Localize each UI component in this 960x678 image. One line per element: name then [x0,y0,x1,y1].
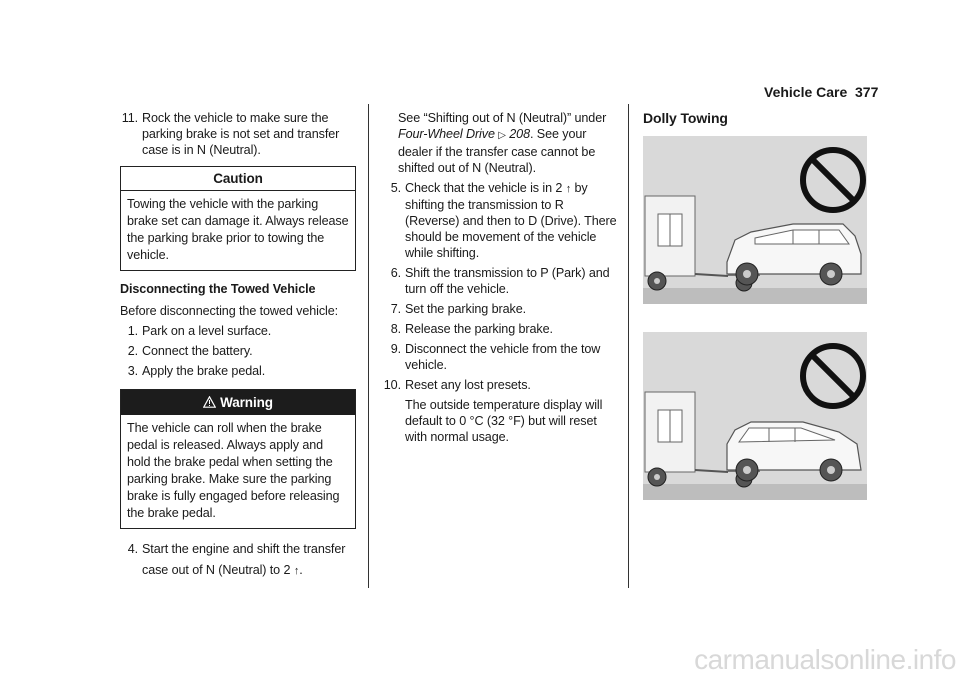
step-number: 1. [127,324,138,338]
step-number: 11. [121,111,138,125]
caution-box [120,166,356,271]
dolly-towing-title: Dolly Towing [643,110,728,126]
step-text: Shift the transmission to P (Park) and turn off the vehicle. [405,266,610,296]
step-text: Rock the vehicle to make sure the parking brake is not set and transfer case is in N (Neutral). [142,111,340,157]
step-5 [383,180,621,261]
column-divider [628,104,629,588]
see-reference [383,110,621,176]
step-number: 5. [390,181,401,195]
step-text-continued: by shifting the transmission to R (Reverse) and then to D (Drive). There should be movement of the vehicle while shifting. [405,181,617,260]
step-8 [383,321,621,337]
step-7 [383,301,621,317]
see-text-suffix: . See your dealer if the transfer case cannot be shifted out of N (Neutral). [398,127,596,175]
step-number: 4. [127,542,138,556]
step-11 [120,110,356,158]
step-1 [120,323,356,339]
dolly-towing-illustration-1 [643,136,867,310]
caution-title: Caution [121,167,355,191]
column-1 [120,110,356,586]
column-divider [368,104,369,588]
cross-reference-page[interactable]: 208 [509,127,530,141]
towing-diagram [643,136,867,310]
caution-body: Towing the vehicle with the parking brake set can damage it. Always release the parking brake prior to towing the vehicle. [127,197,349,262]
warning-triangle-icon [203,396,216,408]
step-text: Check that the vehicle is in 2 [405,181,563,195]
cross-reference-link[interactable]: Four-Wheel Drive [398,127,495,141]
step-text: Disconnect the vehicle from the tow vehicle. [405,342,601,372]
step-4 [120,539,356,582]
step-2 [120,343,356,359]
step-10 [383,377,621,393]
section-title: Vehicle Care [764,84,848,100]
step-text: Set the parking brake. [405,302,527,316]
step-text: Start the engine and shift the transfer case out of N (Neutral) to 2 [142,542,346,577]
arrow-up-icon: ↑ [293,565,300,577]
warning-title-bar [121,390,355,415]
step-text: Connect the battery. [142,344,253,358]
subheading: Disconnecting the Towed Vehicle [120,282,316,296]
arrow-up-icon: ↑ [565,183,572,195]
step-text: Release the parking brake. [405,322,553,336]
step-9 [383,341,621,373]
step-number: 8. [390,322,401,336]
column-3 [643,110,871,528]
warning-box [120,389,356,529]
step-6 [383,265,621,297]
step-number: 6. [390,266,401,280]
watermark: carmanualsonline.info [694,644,956,675]
step-text: Park on a level surface. [142,324,272,338]
step-10-note: The outside temperature display will default to 0 °C (32 °F) but will reset with normal usage. [405,398,603,444]
page-number: 377 [855,84,879,100]
step-number: 2. [127,344,138,358]
step-number: 10. [383,378,401,392]
step-text: Apply the brake pedal. [142,364,266,378]
warning-title: Warning [220,395,273,410]
step-3 [120,363,356,379]
step-number: 7. [390,302,401,316]
intro-text: Before disconnecting the towed vehicle: [120,304,339,318]
dolly-towing-illustration-2 [643,332,867,506]
step-text: Reset any lost presets. [405,378,531,392]
step-number: 3. [127,364,138,378]
towing-diagram [643,332,867,506]
step-text-tail: . [299,563,303,577]
see-text: See “Shifting out of N (Neutral)” under [398,111,607,125]
step-number: 9. [390,342,401,356]
column-2 [383,110,621,445]
warning-body: The vehicle can roll when the brake pedal is released. Always apply and hold the brake pedal when setting the parking brake. Make sure the parking brake is fully engaged before releasing the brake pedal. [127,421,340,520]
page-ref-icon: ▷ [498,130,506,141]
